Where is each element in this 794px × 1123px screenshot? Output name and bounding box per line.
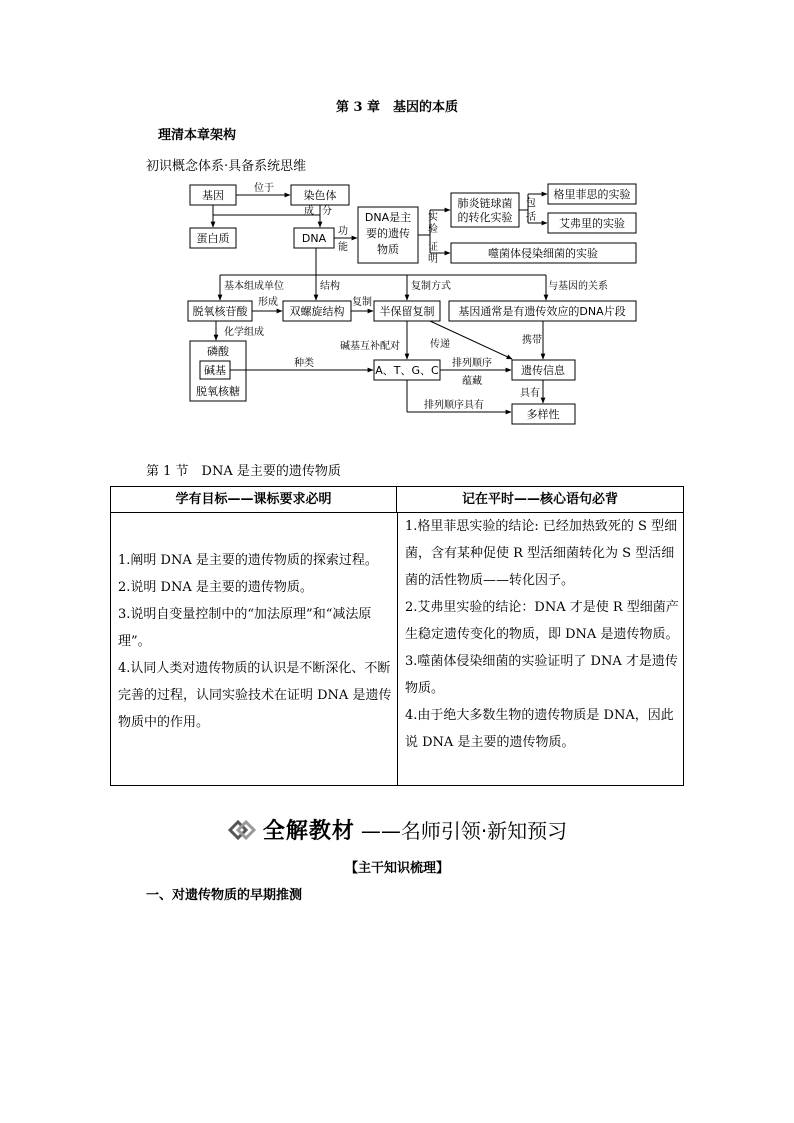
griffith-text: 格里菲思的实验 (553, 188, 631, 201)
key-sentence-3: 3.噬菌体侵染细菌的实验证明了 DNA 才是遗传物质。 (405, 654, 678, 696)
objective-1: 1.阐明 DNA 是主要的遗传物质的探索过程。 (118, 553, 378, 568)
concept-map-diagram (0, 0, 794, 440)
genetic-info-text: 遗传信息 (521, 364, 565, 377)
label-contain: 蕴藏 (462, 376, 482, 387)
semi-conservative-text: 半保留复制 (379, 305, 435, 318)
pneumococcus-line-1: 肺炎链球菌 (457, 197, 513, 210)
outline-item: 一、对遗传物质的早期推测 (146, 888, 303, 903)
atgc-text: A、T、G、C (375, 364, 439, 377)
phosphate-text: 磷酸 (207, 345, 229, 358)
dna-main-line-1: DNA是主 (364, 211, 412, 224)
label-experiment-2: 验 (428, 224, 438, 235)
table-header-left: 学有目标——课标要求必明 (111, 487, 397, 513)
gene-text: 基因 (202, 189, 224, 202)
label-component-2: 分 (322, 206, 332, 217)
objective-3: 3.说明自变量控制中的“加法原理”和“减法原理”。 (118, 607, 372, 649)
label-relation-gene: 与基因的关系 (548, 281, 608, 292)
key-sentence-1: 1.格里菲思实验的结论: 已经加热致死的 S 型细菌，含有某种促使 R 型活细菌转化为 S 型活细菌的活性物质——转化因子。 (405, 519, 678, 588)
avery-text: 艾弗里的实验 (559, 217, 625, 230)
chromosome-text: 染色体 (303, 189, 337, 202)
base-text: 碱基 (204, 364, 226, 377)
pneumococcus-line-2: 的转化实验 (457, 211, 513, 224)
label-sequence: 排列顺序 (452, 358, 492, 369)
label-proof-2: 明 (428, 254, 438, 265)
label-located-on: 位于 (254, 183, 274, 194)
chapter-title: 第 3 章 基因的本质 (335, 100, 459, 115)
key-sentence-4: 4.由于绝大多数生物的遗传物质是 DNA，因此说 DNA 是主要的遗传物质。 (405, 708, 674, 750)
section-banner (0, 814, 794, 848)
label-replicate: 复制 (352, 297, 372, 308)
key-sentence-2: 2.艾弗里实验的结论：DNA 才是使 R 型细菌产生稳定遗传变化的物质，即 DNA 是遗传物质。 (405, 600, 679, 642)
objectives-column (118, 547, 392, 736)
objective-4: 4.认同人类对遗传物质的认识是不断深化、不断完善的过程，认同实验技术在证明 DNA 是遗传物质中的作用。 (118, 661, 392, 730)
dna-main-line-3: 物质 (377, 243, 399, 256)
section-title: 第 1 节 DNA 是主要的遗传物质 (146, 464, 341, 479)
knowledge-heading: 【主干知识梳理】 (344, 861, 449, 876)
label-have: 具有 (520, 388, 540, 399)
dna-text: DNA (301, 232, 327, 245)
label-kind: 种类 (294, 358, 314, 369)
concept-line: 初识概念体系·具备系统思维 (146, 159, 307, 174)
label-transmit: 传递 (430, 339, 450, 350)
label-carry: 携带 (522, 335, 542, 346)
objective-2: 2.说明 DNA 是主要的遗传物质。 (118, 580, 313, 595)
label-replication-mode: 复制方式 (411, 281, 451, 292)
key-sentences-column (405, 513, 681, 756)
label-include-2: 括 (526, 212, 536, 223)
label-experiment-1: 实 (428, 212, 438, 223)
banner-tail-text: ——名师引领·新知预习 (360, 819, 568, 843)
deoxyribose-text: 脱氧核糖 (196, 385, 240, 398)
label-structure: 结构 (320, 281, 340, 292)
diversity-text: 多样性 (526, 408, 560, 421)
label-include-1: 包 (526, 198, 536, 209)
subheading: 理清本章架构 (158, 128, 237, 143)
label-proof-1: 证 (428, 242, 438, 253)
label-function-1: 功 (338, 226, 348, 237)
gene-fragment-text: 基因通常是有遗传效应的DNA片段 (458, 305, 626, 318)
table-header-right: 记在平时——核心语句必背 (397, 487, 683, 513)
protein-text: 蛋白质 (196, 232, 230, 245)
diamond-logo-icon (227, 818, 257, 842)
objectives-table (110, 486, 684, 786)
banner-main-text: 全解教材 (262, 819, 355, 844)
dna-main-line-2: 要的遗传 (366, 227, 410, 240)
label-form: 形成 (258, 297, 278, 308)
deoxynucleotide-text: 脱氧核苷酸 (192, 305, 248, 318)
phage-text: 噬菌体侵染细菌的实验 (488, 247, 598, 260)
label-sequence-has: 排列顺序具有 (424, 400, 484, 411)
table-divider (397, 513, 398, 785)
label-function-2: 能 (338, 242, 348, 253)
label-component-1: 成 (304, 206, 314, 217)
double-helix-text: 双螺旋结构 (289, 305, 345, 318)
label-base-pairing: 碱基互补配对 (340, 341, 400, 352)
label-basic-unit: 基本组成单位 (224, 281, 284, 292)
label-chem-comp: 化学组成 (224, 327, 264, 338)
